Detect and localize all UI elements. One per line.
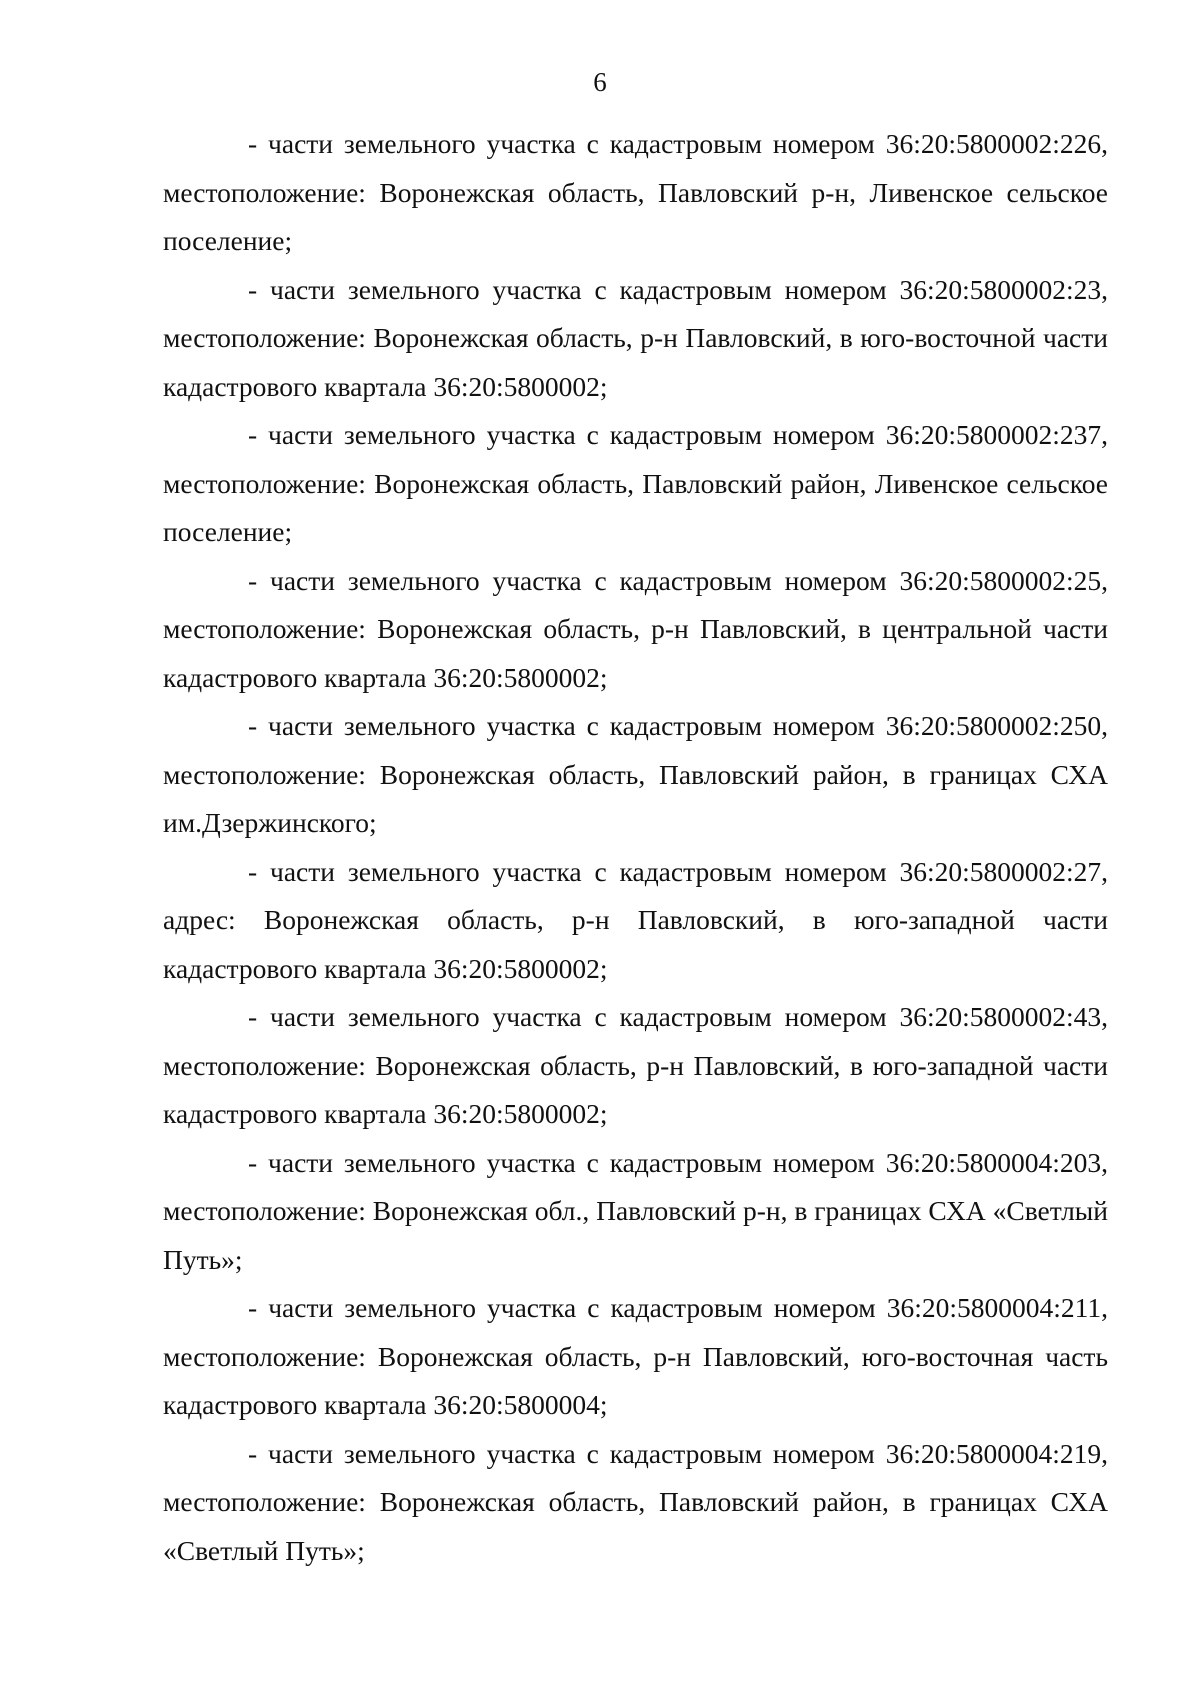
document-body <box>163 120 1108 1575</box>
list-item: - части земельного участка с кадастровым номером 36:20:5800002:43, местоположение: Воронежская область, р-н Павловский, в юго-западной части кадастрового квартала 36:20:5800002; <box>163 1001 1108 1129</box>
list-item: - части земельного участка с кадастровым номером 36:20:5800004:211, местоположение: Воронежская область, р-н Павловский, юго-восточная часть кадастрового квартала 36:20:5800004; <box>163 1292 1108 1420</box>
list-item: - части земельного участка с кадастровым номером 36:20:5800004:203, местоположение: Воронежская обл., Павловский р-н, в границах СХА «Светлый Путь»; <box>163 1146 1109 1275</box>
list-item: - части земельного участка с кадастровым номером 36:20:5800002:27, адрес: Воронежская область, р-н Павловский, в юго-западной части кадастрового квартала 36:20:5800002; <box>163 855 1108 984</box>
list-item: - части земельного участка с кадастровым номером 36:20:5800002:25, местоположение: Воронежская область, р-н Павловский, в центральной части кадастрового квартала 36:20:5800002; <box>163 564 1108 693</box>
list-item: - части земельного участка с кадастровым номером 36:20:5800002:237, местоположение: Воронежская область, Павловский район, Ливенское сельское поселение; <box>163 419 1108 547</box>
list-item: - части земельного участка с кадастровым номером 36:20:5800002:226, местоположение: Воронежская область, Павловский р-н, Ливенское сельское поселение; <box>163 128 1108 256</box>
list-item: - части земельного участка с кадастровым номером 36:20:5800002:250, местоположение: Воронежская область, Павловский район, в границах СХА им.Дзержинского; <box>163 710 1108 838</box>
list-item: - части земельного участка с кадастровым номером 36:20:5800002:23, местоположение: Воронежская область, р-н Павловский, в юго-восточной части кадастрового квартала 36:20:5800002; <box>163 273 1108 402</box>
page-number: 6 <box>593 67 607 97</box>
list-item: - части земельного участка с кадастровым номером 36:20:5800004:219, местоположение: Воронежская область, Павловский район, в границах СХА «Светлый Путь»; <box>163 1437 1108 1566</box>
